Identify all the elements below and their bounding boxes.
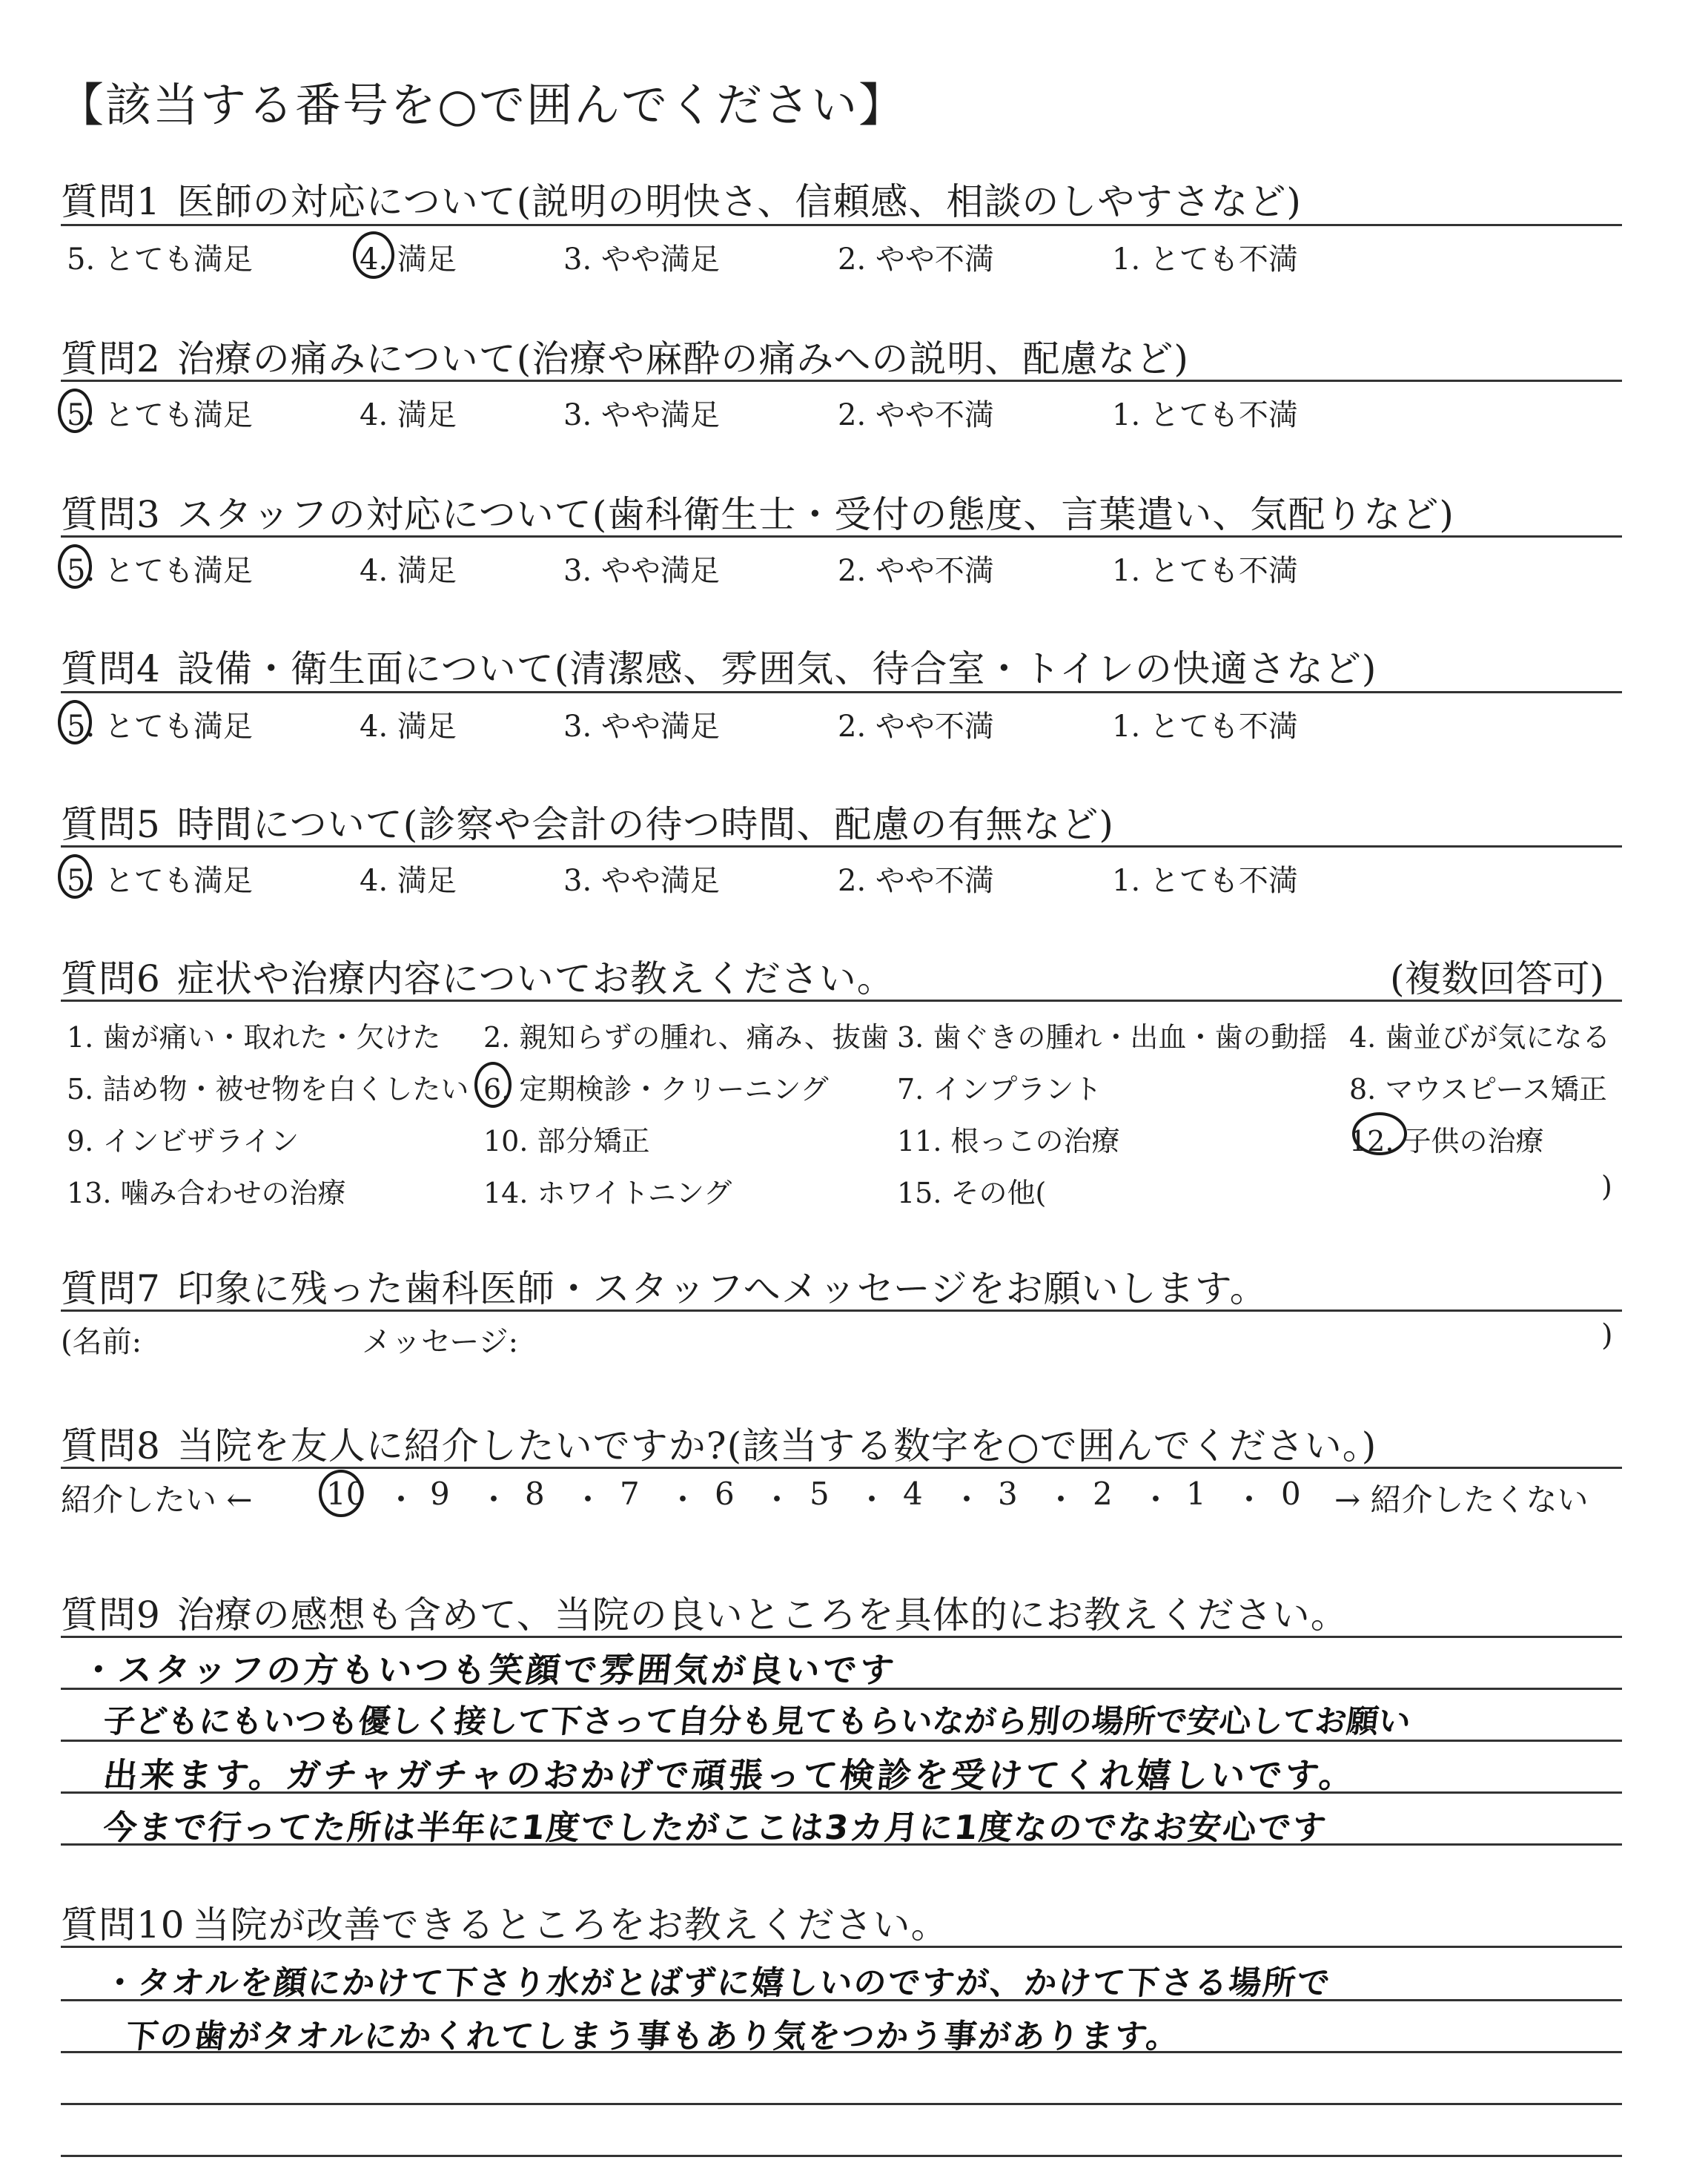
q8-scale-9[interactable]: 9 (430, 1476, 450, 1512)
q3-title: スタッフの対応について(歯科衛生士・受付の態度、言葉遣い、気配りなど) (176, 493, 1454, 536)
q8-separator: ・ (1045, 1482, 1077, 1518)
q6-item-8[interactable]: 8. マウスピース矯正 (1349, 1073, 1607, 1106)
q10-title: 当院が改善できるところをお教えください。 (192, 1903, 949, 1946)
q6-other-close-paren: ) (1601, 1170, 1612, 1203)
q9-rule (61, 1636, 1622, 1638)
q5-option-3[interactable]: 3. やや満足 (563, 864, 720, 898)
q6-rule (61, 1000, 1622, 1002)
q8-scale-0[interactable]: 0 (1281, 1476, 1301, 1512)
q5-option-2[interactable]: 2. やや不満 (838, 864, 994, 898)
q5-title: 時間について(診察や会計の待つ時間、配慮の有無など) (176, 803, 1114, 846)
q1-option-1[interactable]: 1. とても不満 (1112, 242, 1298, 277)
q6-item-1[interactable]: 1. 歯が痛い・取れた・欠けた (67, 1021, 441, 1054)
q8-separator: ・ (385, 1482, 417, 1518)
q8-separator: ・ (478, 1482, 510, 1518)
q6-multi-note: (複数回答可) (1389, 957, 1604, 1000)
q8-right-label: → 紹介したくない (1334, 1482, 1589, 1518)
q6-item-4[interactable]: 4. 歯並びが気になる (1349, 1021, 1611, 1054)
q3-option-3[interactable]: 3. やや満足 (563, 554, 720, 588)
q10-answer-line-1: ・タオルを顔にかけて下さり水がとばずに嬉しいのですが、かけて下さる場所で (101, 1964, 1334, 2002)
q6-item-2[interactable]: 2. 親知らずの腫れ、痛み、抜歯 (483, 1021, 889, 1054)
q10-answer-line-2: 下の歯がタオルにかくれてしまう事もあり気をつかう事があります。 (123, 2018, 1182, 2055)
q3-option-4[interactable]: 4. 満足 (360, 554, 457, 588)
q8-scale-1[interactable]: 1 (1186, 1476, 1206, 1512)
q10-writing-line (61, 2155, 1622, 2157)
q9-answer-line-4: 今まで行ってた所は半年に1度でしたがここは3カ月に1度なのでなお安心です (101, 1808, 1330, 1847)
q8-scale-7[interactable]: 7 (620, 1476, 640, 1512)
q8-separator: ・ (951, 1482, 983, 1518)
q8-separator: ・ (1234, 1482, 1265, 1518)
q3-option-2[interactable]: 2. やや不満 (838, 554, 994, 588)
q3-options (0, 547, 1708, 592)
q3-number: 質問3 (61, 493, 161, 536)
q1-heading (61, 172, 1302, 225)
q7-close-paren: ) (1601, 1318, 1613, 1353)
q1-number: 質問1 (61, 180, 161, 223)
q8-scale-6[interactable]: 6 (715, 1476, 735, 1512)
q2-option-5[interactable]: 5. とても満足 (67, 398, 253, 432)
q4-number: 質問4 (61, 647, 161, 690)
q6-item-7[interactable]: 7. インプラント (897, 1073, 1102, 1106)
q10-writing-line (61, 2103, 1622, 2105)
q1-selection-circle (353, 231, 394, 279)
q8-rule (61, 1467, 1622, 1469)
q6-item-3[interactable]: 3. 歯ぐきの腫れ・出血・歯の動揺 (897, 1021, 1328, 1054)
q8-scale-4[interactable]: 4 (903, 1476, 923, 1512)
q8-separator: ・ (761, 1482, 793, 1518)
q2-option-2[interactable]: 2. やや不満 (838, 398, 994, 432)
q4-option-5[interactable]: 5. とても満足 (67, 710, 253, 744)
q8-left-label: 紹介したい ← (61, 1482, 253, 1518)
q3-heading (61, 485, 1454, 538)
q8-separator: ・ (572, 1482, 604, 1518)
q8-separator: ・ (667, 1482, 699, 1518)
q8-scale-5[interactable]: 5 (810, 1476, 830, 1512)
q1-option-3[interactable]: 3. やや満足 (563, 242, 720, 277)
q2-number: 質問2 (61, 337, 161, 380)
q4-option-3[interactable]: 3. やや満足 (563, 710, 720, 744)
q7-name-label: (名前: (61, 1325, 142, 1359)
q4-heading (61, 639, 1377, 693)
q4-option-4[interactable]: 4. 満足 (360, 710, 457, 744)
q8-scale-3[interactable]: 3 (998, 1476, 1018, 1512)
q7-message-label: メッセージ: (362, 1325, 519, 1359)
q7-rule (61, 1309, 1622, 1312)
q6-item-13[interactable]: 13. 噛み合わせの治療 (67, 1177, 346, 1209)
q1-option-2[interactable]: 2. やや不満 (838, 242, 994, 277)
q5-number: 質問5 (61, 803, 161, 846)
q9-heading (61, 1585, 1348, 1639)
q9-answer-line-1: ・スタッフの方もいつも笑顔で雰囲気が良いです (79, 1650, 899, 1690)
q4-options (0, 703, 1708, 747)
q8-separator: ・ (1140, 1482, 1172, 1518)
q1-rule (61, 224, 1622, 226)
q8-scale-10[interactable]: 10 (326, 1476, 366, 1512)
q9-title: 治療の感想も含めて、当院の良いところを具体的にお教えください。 (176, 1593, 1348, 1636)
q8-heading (61, 1416, 1377, 1470)
q2-option-1[interactable]: 1. とても不満 (1112, 398, 1298, 432)
q1-options (0, 236, 1708, 280)
instruction: 【該当する番号を○で囲んでください】 (58, 78, 907, 132)
q1-option-4[interactable]: 4. 満足 (360, 242, 457, 277)
q9-answer-line-3: 出来ます。ガチャガチャのおかげで頑張って検診を受けてくれ嬉しいです。 (101, 1755, 1359, 1795)
q10-rule (61, 1946, 1622, 1948)
q2-heading (61, 329, 1189, 383)
q6-item-10[interactable]: 10. 部分矯正 (483, 1125, 650, 1157)
q10-heading (61, 1895, 949, 1949)
q2-options (0, 392, 1708, 436)
q8-separator: ・ (856, 1482, 888, 1518)
q6-item-11[interactable]: 11. 根っこの治療 (897, 1125, 1120, 1157)
q6-item-9[interactable]: 9. インビザライン (67, 1125, 299, 1157)
q3-rule (61, 535, 1622, 538)
q3-option-1[interactable]: 1. とても不満 (1112, 554, 1298, 588)
q8-scale-2[interactable]: 2 (1093, 1476, 1113, 1512)
q2-title: 治療の痛みについて(治療や麻酔の痛みへの説明、配慮など) (176, 337, 1189, 380)
q7-title: 印象に残った歯科医師・スタッフへメッセージをお願いします。 (176, 1267, 1268, 1310)
q5-options (0, 857, 1708, 902)
q6-heading (61, 949, 895, 1003)
q5-option-5[interactable]: 5. とても満足 (67, 864, 253, 898)
q4-option-1[interactable]: 1. とても不満 (1112, 710, 1298, 744)
q4-option-2[interactable]: 2. やや不満 (838, 710, 994, 744)
q6-title: 症状や治療内容についてお教えください。 (176, 957, 895, 1000)
q5-selection-circle (58, 854, 92, 899)
q4-selection-circle (58, 700, 92, 744)
q5-heading (61, 795, 1114, 848)
q6-item-6-circle (474, 1062, 512, 1108)
q4-rule (61, 691, 1622, 693)
q1-title: 医師の対応について(説明の明快さ、信頼感、相談のしやすさなど) (176, 180, 1302, 223)
q6-item-12-circle (1352, 1112, 1407, 1155)
q6-item-6[interactable]: 6. 定期検診・クリーニング (483, 1073, 829, 1106)
q2-selection-circle (58, 389, 92, 433)
q6-number: 質問6 (61, 957, 161, 1000)
q6-item-5[interactable]: 5. 詰め物・被せ物を白くしたい (67, 1073, 469, 1106)
q6-item-15[interactable]: 15. その他( (897, 1177, 1047, 1209)
q8-title: 当院を友人に紹介したいですか?(該当する数字を○で囲んでください。) (176, 1424, 1377, 1467)
q5-option-4[interactable]: 4. 満足 (360, 864, 457, 898)
q7-number: 質問7 (61, 1267, 161, 1310)
q4-title: 設備・衛生面について(清潔感、雰囲気、待合室・トイレの快適さなど) (176, 647, 1377, 690)
q8-selection-circle (319, 1470, 366, 1517)
q3-option-5[interactable]: 5. とても満足 (67, 554, 253, 588)
q10-number: 質問10 (61, 1903, 185, 1946)
q2-option-4[interactable]: 4. 満足 (360, 398, 457, 432)
q7-heading (61, 1259, 1268, 1312)
q2-option-3[interactable]: 3. やや満足 (563, 398, 720, 432)
q6-item-12[interactable]: 12. 子供の治療 (1349, 1125, 1544, 1157)
q9-number: 質問9 (61, 1593, 161, 1636)
q9-answer-line-2: 子どもにもいつも優しく接して下さって自分も見てもらいながら別の場所で安心してお願い (102, 1703, 1413, 1740)
q8-scale-8[interactable]: 8 (525, 1476, 545, 1512)
q3-selection-circle (58, 544, 92, 589)
q8-number: 質問8 (61, 1424, 161, 1467)
q5-rule (61, 845, 1622, 848)
q6-item-14[interactable]: 14. ホワイトニング (483, 1177, 732, 1209)
q2-rule (61, 380, 1622, 382)
q5-option-1[interactable]: 1. とても不満 (1112, 864, 1298, 898)
q1-option-5[interactable]: 5. とても満足 (67, 242, 253, 277)
